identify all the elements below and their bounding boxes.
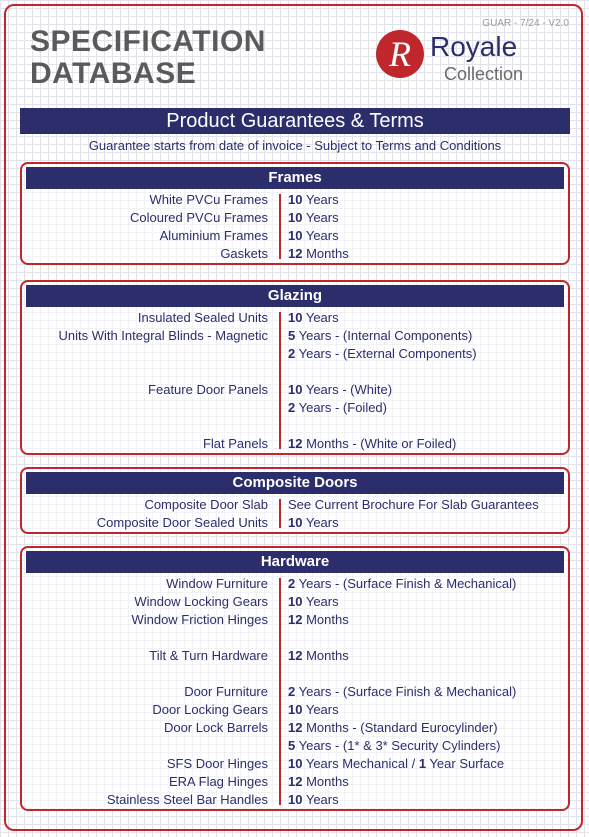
- row-value: [288, 309, 339, 327]
- guarantee-row: [22, 399, 568, 417]
- section-title: Frames: [26, 167, 564, 189]
- row-label: Door Lock Barrels: [163, 720, 268, 735]
- value-text: Months: [302, 612, 349, 627]
- value-text: Years - (External Components): [295, 346, 477, 361]
- row-value: [288, 719, 498, 737]
- value-text: Years - (1* & 3* Security Cylinders): [295, 738, 501, 753]
- value-number: 2: [288, 346, 296, 361]
- value-text: Years - (White): [302, 382, 393, 397]
- guarantee-row: [22, 611, 568, 629]
- logo-name: Royale: [430, 31, 518, 62]
- value-number: 2: [288, 400, 296, 415]
- guarantee-row: [22, 245, 568, 263]
- row-value: [288, 245, 349, 263]
- value-text: Months: [302, 774, 349, 789]
- guarantee-row: [22, 737, 568, 755]
- row-value: [288, 575, 516, 593]
- value-number: 10: [288, 192, 303, 207]
- value-number: 12: [288, 612, 303, 627]
- guarantee-row: [22, 309, 568, 327]
- row-label: Composite Door Sealed Units: [96, 515, 268, 530]
- guarantee-row: [22, 363, 568, 381]
- value-number: 5: [288, 328, 296, 343]
- guarantee-row: [22, 665, 568, 683]
- row-label: Tilt & Turn Hardware: [149, 648, 268, 663]
- value-text: Years: [302, 792, 339, 807]
- value-number: 10: [288, 310, 303, 325]
- value-number: 12: [288, 720, 303, 735]
- row-label: [22, 665, 288, 683]
- row-label: Flat Panels: [202, 436, 268, 451]
- row-label: SFS Door Hinges: [166, 756, 268, 771]
- section-rows: [22, 191, 568, 263]
- section-title: Composite Doors: [26, 472, 564, 494]
- value-number: 12: [288, 246, 303, 261]
- title-line-2: DATABASE: [30, 57, 197, 90]
- row-value: [288, 381, 392, 399]
- value-text: Years - (Internal Components): [295, 328, 473, 343]
- row-label: [22, 363, 288, 381]
- section-rows: [22, 496, 568, 532]
- guarantee-row: [22, 683, 568, 701]
- value-text: Years Mechanical /: [302, 756, 419, 771]
- row-value: [288, 399, 387, 417]
- row-label: Gaskets: [220, 246, 268, 261]
- value-number: 10: [288, 702, 303, 717]
- row-label: Aluminium Frames: [159, 228, 268, 243]
- value-number: 10: [288, 515, 303, 530]
- guarantee-row: [22, 417, 568, 435]
- guarantee-row: [22, 719, 568, 737]
- title-line-1: SPECIFICATION: [30, 25, 266, 58]
- row-value: [288, 327, 472, 345]
- value-number: 1: [418, 756, 427, 771]
- value-number: 10: [288, 228, 303, 243]
- value-number: 10: [288, 382, 303, 397]
- row-label: Window Locking Gears: [134, 594, 268, 609]
- row-value: [288, 647, 349, 665]
- value-number: 12: [288, 436, 303, 451]
- guarantee-row: [22, 345, 568, 363]
- value-number: 10: [288, 210, 303, 225]
- row-value: [288, 514, 339, 532]
- guarantee-row: [22, 227, 568, 245]
- row-value: [288, 345, 477, 363]
- value-text: Months: [302, 246, 349, 261]
- row-label: [22, 345, 288, 363]
- row-value: [288, 435, 456, 453]
- row-value: [288, 737, 500, 755]
- row-label: Insulated Sealed Units: [137, 310, 268, 325]
- section-title: Glazing: [26, 285, 564, 307]
- value-text: Years: [302, 515, 339, 530]
- row-value: [288, 209, 339, 227]
- row-value: [288, 593, 339, 611]
- guarantee-row: [22, 496, 568, 514]
- guarantee-row: [22, 575, 568, 593]
- value-number: 10: [288, 756, 303, 771]
- row-value: [288, 791, 339, 809]
- row-value: [288, 496, 539, 514]
- value-number: 12: [288, 648, 303, 663]
- section-hardware: [20, 546, 570, 811]
- guarantee-row: [22, 647, 568, 665]
- value-text: Years: [302, 310, 339, 325]
- row-value: [288, 701, 339, 719]
- guarantee-row: [22, 791, 568, 809]
- value-text: Years - (Surface Finish & Mechanical): [295, 576, 517, 591]
- value-number: 10: [288, 594, 303, 609]
- row-value: [288, 227, 339, 245]
- logo-subtitle: Collection: [444, 64, 524, 84]
- row-label: [22, 737, 288, 755]
- guarantee-row: [22, 773, 568, 791]
- value-text: Year Surface: [426, 756, 505, 771]
- value-text: Years - (Foiled): [295, 400, 387, 415]
- value-text: Months - (Standard Eurocylinder): [302, 720, 498, 735]
- value-text: Years - (Surface Finish & Mechanical): [295, 684, 517, 699]
- value-text: Years: [302, 192, 339, 207]
- guarantee-row: [22, 629, 568, 647]
- value-number: 10: [288, 792, 303, 807]
- row-label: Door Furniture: [184, 684, 268, 699]
- guarantee-row: [22, 209, 568, 227]
- value-text: Years: [302, 702, 339, 717]
- royale-logo-icon: R: [376, 30, 424, 78]
- row-label: Composite Door Slab: [144, 497, 268, 512]
- row-value: [288, 683, 516, 701]
- value-text: See Current Brochure For Slab Guarantees: [288, 497, 539, 512]
- guarantee-row: [22, 514, 568, 532]
- value-text: Months: [302, 648, 349, 663]
- row-label: Window Furniture: [166, 576, 268, 591]
- row-label: Door Locking Gears: [152, 702, 268, 717]
- value-text: Years: [302, 228, 339, 243]
- value-number: 2: [288, 576, 296, 591]
- section-composite-doors: [20, 467, 570, 534]
- section-frames: [20, 162, 570, 265]
- row-value: [288, 773, 349, 791]
- main-header: Product Guarantees & Terms: [20, 108, 570, 134]
- row-label: Stainless Steel Bar Handles: [106, 792, 268, 807]
- section-rows: [22, 575, 568, 809]
- row-label: [22, 417, 288, 435]
- guarantee-row: [22, 327, 568, 345]
- row-label: Units With Integral Blinds - Magnetic: [58, 328, 268, 343]
- section-title: Hardware: [26, 551, 564, 573]
- row-label: [22, 399, 288, 417]
- row-label: ERA Flag Hinges: [169, 774, 268, 789]
- value-text: Years: [302, 210, 339, 225]
- row-value: [288, 191, 339, 209]
- value-text: Years: [302, 594, 339, 609]
- guarantee-row: [22, 381, 568, 399]
- row-value: [288, 755, 504, 773]
- value-number: 5: [288, 738, 296, 753]
- value-number: 2: [288, 684, 296, 699]
- row-label: Window Friction Hinges: [131, 612, 268, 627]
- page-title: [30, 26, 266, 90]
- guarantee-row: [22, 701, 568, 719]
- subtitle: Guarantee starts from date of invoice - Subject to Terms and Conditions: [88, 138, 502, 153]
- guarantee-row: [22, 755, 568, 773]
- row-label: Feature Door Panels: [148, 382, 268, 397]
- section-rows: [22, 309, 568, 453]
- section-glazing: [20, 280, 570, 455]
- row-value: [288, 611, 349, 629]
- row-label: [22, 629, 288, 647]
- value-number: 12: [288, 774, 303, 789]
- value-text: Months - (White or Foiled): [302, 436, 457, 451]
- guarantee-row: [22, 435, 568, 453]
- guarantee-row: [22, 191, 568, 209]
- document-code: GUAR - 7/24 - V2.0: [482, 18, 569, 29]
- guarantee-row: [22, 593, 568, 611]
- row-label: White PVCu Frames: [149, 192, 268, 207]
- row-label: Coloured PVCu Frames: [130, 210, 268, 225]
